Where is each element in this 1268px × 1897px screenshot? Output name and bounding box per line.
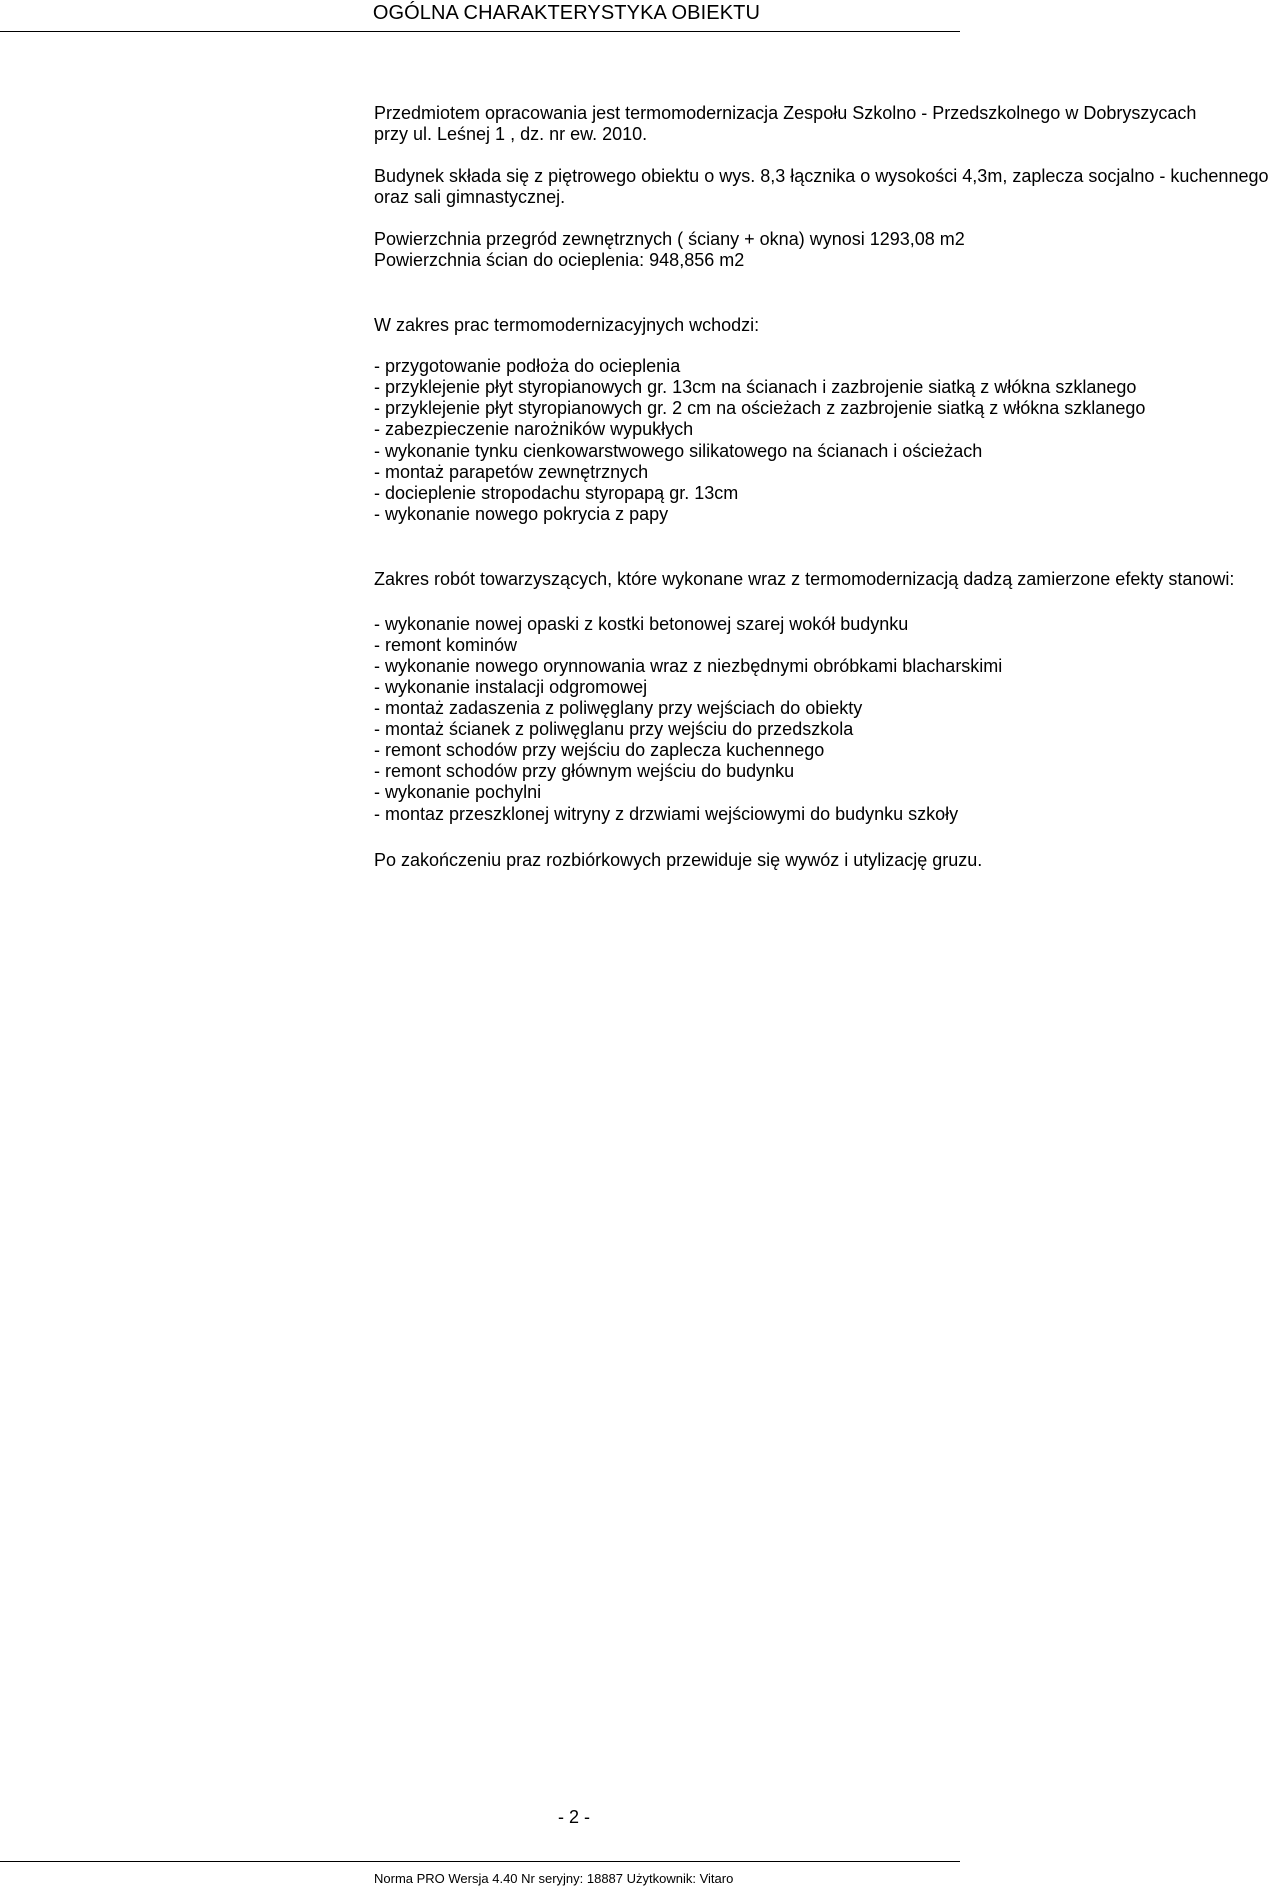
accompanying-item: - remont kominów (374, 635, 518, 655)
building-line-1: Budynek składa się z piętrowego obiektu o wys. 8,3 łącznika o wysokości 4,3m, zaplecza socjalno - kuchennego (374, 166, 1268, 186)
scope-item: - wykonanie tynku cienkowarstwowego silikatowego na ścianach i ościeżach (374, 441, 983, 461)
scope-item: - wykonanie nowego pokrycia z papy (374, 504, 669, 524)
areas-line-1: Powierzchnia przegród zewnętrznych ( ściany + okna) wynosi 1293,08 m2 (374, 229, 965, 249)
header-divider (0, 31, 960, 32)
accompanying-item: - montaż zadaszenia z poliwęglany przy wejściach do obiekty (374, 698, 863, 718)
accompanying-item: - montaż ścianek z poliwęglanu przy wejściu do przedszkola (374, 719, 854, 739)
scope-item: - zabezpieczenie narożników wypukłych (374, 419, 694, 439)
accompanying-item: - montaz przeszklonej witryny z drzwiami wejściowymi do budynku szkoły (374, 804, 959, 824)
page-number: - 2 - (558, 1807, 591, 1827)
accompanying-heading: Zakres robót towarzyszących, które wykonane wraz z termomodernizacją dadzą zamierzone efekty stanowi: (374, 569, 1235, 589)
accompanying-item: - wykonanie nowej opaski z kostki betonowej szarej wokół budynku (374, 614, 909, 634)
areas-line-2: Powierzchnia ścian do ocieplenia: 948,856 m2 (374, 250, 745, 270)
intro-line-2: przy ul. Leśnej 1 , dz. nr ew. 2010. (374, 124, 648, 144)
scope-item: - docieplenie stropodachu styropapą gr. 13cm (374, 483, 739, 503)
footer-divider (0, 1861, 960, 1862)
scope-item: - montaż parapetów zewnętrznych (374, 462, 649, 482)
closing-paragraph: Po zakończeniu praz rozbiórkowych przewiduje się wywóz i utylizację gruzu. (374, 850, 983, 870)
scope-item: - przygotowanie podłoża do ocieplenia (374, 356, 681, 376)
scope-heading: W zakres prac termomodernizacyjnych wchodzi: (374, 315, 760, 335)
building-line-2: oraz sali gimnastycznej. (374, 187, 566, 207)
intro-line-1: Przedmiotem opracowania jest termomodernizacja Zespołu Szkolno - Przedszkolnego w Dobryszycach (374, 103, 1197, 123)
accompanying-item: - wykonanie pochylni (374, 782, 542, 802)
accompanying-item: - remont schodów przy głównym wejściu do budynku (374, 761, 795, 781)
scope-item: - przyklejenie płyt styropianowych gr. 13cm na ścianach i zazbrojenie siatką z włókna szklanego (374, 377, 1137, 397)
accompanying-item: - wykonanie instalacji odgromowej (374, 677, 648, 697)
accompanying-item: - wykonanie nowego orynnowania wraz z niezbędnymi obróbkami blacharskimi (374, 656, 1003, 676)
accompanying-item: - remont schodów przy wejściu do zaplecza kuchennego (374, 740, 825, 760)
page-header-title: OGÓLNA CHARAKTERYSTYKA OBIEKTU (372, 2, 760, 24)
footer-software-info: Norma PRO Wersja 4.40 Nr seryjny: 18887 Użytkownik: Vitaro (374, 1871, 734, 1886)
scope-item: - przyklejenie płyt styropianowych gr. 2 cm na ościeżach z zazbrojenie siatką z włókna szklanego (374, 398, 1146, 418)
